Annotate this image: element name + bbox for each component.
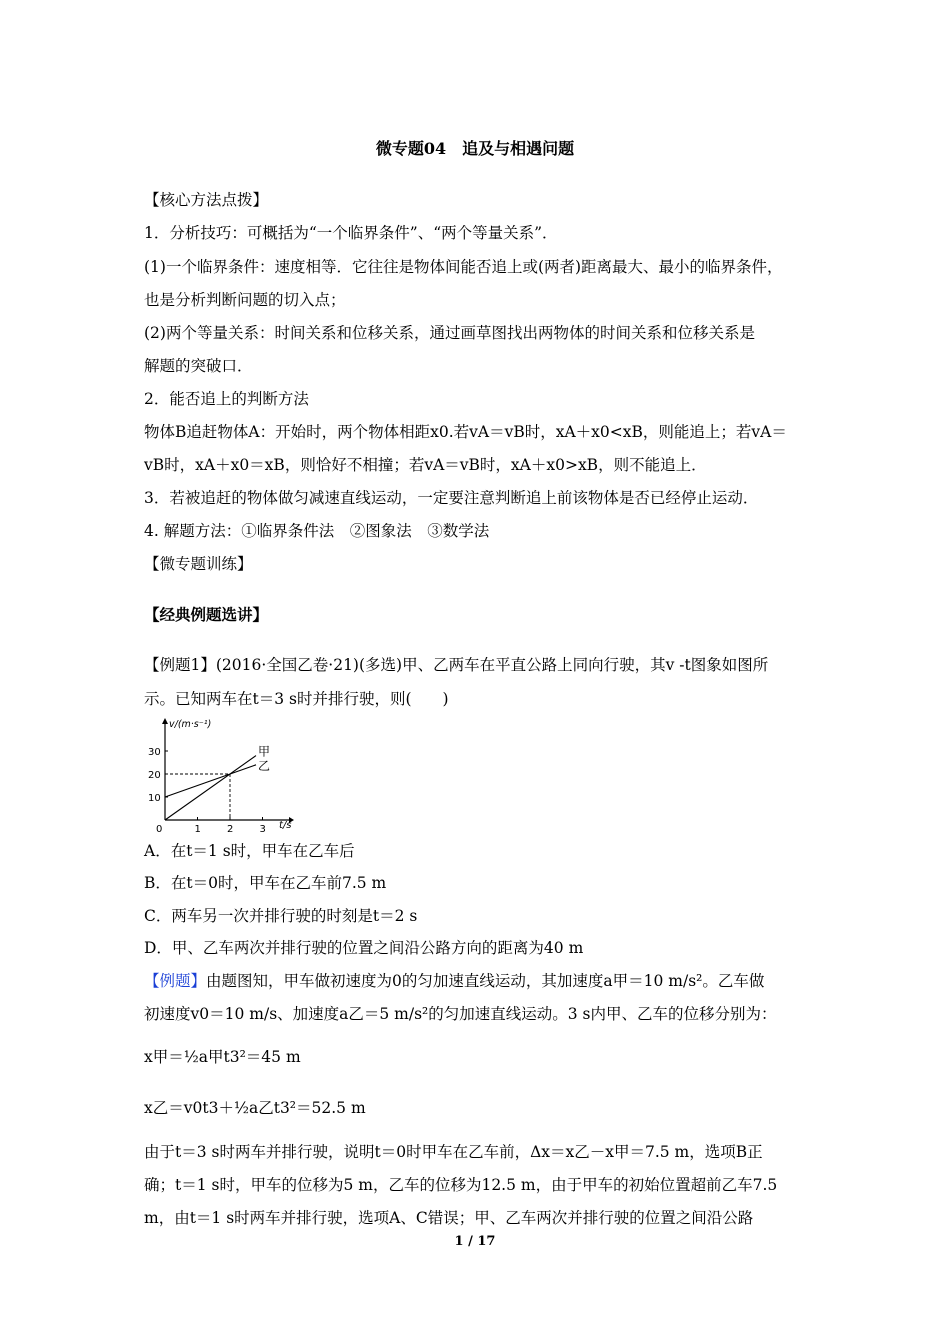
solution-line-1 (144, 970, 809, 992)
paragraph-critical-condition-cont: 也是分析判断问题的切入点； (144, 291, 346, 309)
solution-tag: 【例题】 (144, 972, 207, 990)
paragraph-analysis-tips: 1．分析技巧：可概括为“一个临界条件”、“两个等量关系”． (144, 224, 558, 242)
series-label-jia: 甲 (258, 744, 271, 759)
paragraph-equal-relations-cont: 解题的突破口． (144, 357, 253, 375)
x-tick-label: 1 (194, 824, 201, 832)
y-axis-label: v/(m·s⁻¹) (169, 719, 212, 730)
equation-x-yi: x乙＝v0t3＋½a乙t3²＝52.5 m (144, 1099, 366, 1117)
x-tick-label: 2 (227, 824, 234, 832)
y-tick-label: 10 (148, 793, 161, 804)
y-tick-label: 30 (148, 747, 161, 758)
paragraph-critical-condition: (1)一个临界条件：速度相等．它往往是物体间能否追上或(两者)距离最大、最小的临界条件， (144, 258, 783, 276)
solution-text-1: 由题图知，甲车做初速度为0的匀加速直线运动，其加速度a甲＝10 m/s²。乙车做 (206, 972, 765, 990)
page-footer: 1 / 17 (454, 1234, 496, 1249)
section-heading-core-method: 【核心方法点拨】 (144, 191, 269, 209)
vt-chart (144, 714, 294, 832)
paragraph-judgement-rule: 物体B追赶物体A：开始时，两个物体相距x0.若vA＝vB时，xA＋x0<xB，则能追上；若vA＝ (144, 423, 787, 441)
paragraph-judgement-method: 2．能否追上的判断方法 (144, 390, 309, 408)
solution-line-5: m，由t＝1 s时两车并排行驶，选项A、C错误；甲、乙车两次并排行驶的位置之间沿公路 (144, 1209, 754, 1227)
solution-line-2: 初速度v0＝10 m/s、加速度a乙＝5 m/s²的匀加速直线运动。3 s内甲、乙车的位移分别为： (144, 1005, 777, 1023)
y-tick-label: 20 (148, 770, 161, 781)
paragraph-solution-methods: 4. 解题方法：①临界条件法 ②图象法 ③数学法 (144, 522, 490, 540)
section-heading-examples: 【经典例题选讲】 (144, 605, 269, 624)
option-b: B．在t＝0时，甲车在乙车前7.5 m (144, 874, 387, 892)
example-1-stem-cont: 示。已知两车在t＝3 s时并排行驶，则( ) (144, 690, 449, 708)
series-line-jia (165, 756, 256, 820)
x-tick-label: 0 (156, 824, 163, 832)
equation-x-jia: x甲＝½a甲t3²＝45 m (144, 1048, 301, 1066)
paragraph-judgement-rule-cont: vB时，xA＋x0＝xB，则恰好不相撞；若vA＝vB时，xA＋x0>xB，则不能追上． (144, 456, 707, 474)
paragraph-deceleration-note: 3．若被追赶的物体做匀减速直线运动，一定要注意判断追上前该物体是否已经停止运动． (144, 489, 759, 507)
solution-line-3: 由于t＝3 s时两车并排行驶，说明t＝0时甲车在乙车前，Δx＝x乙－x甲＝7.5 m，选项B正 (144, 1143, 763, 1161)
paragraph-equal-relations: (2)两个等量关系：时间关系和位移关系，通过画草图找出两物体的时间关系和位移关系是 (144, 324, 755, 342)
option-a: A．在t＝1 s时，甲车在乙车后 (144, 842, 355, 860)
solution-line-4: 确；t＝1 s时，甲车的位移为5 m，乙车的位移为12.5 m，由于甲车的初始位置超前乙车7.5 (144, 1176, 778, 1194)
option-d: D．甲、乙车两次并排行驶的位置之间沿公路方向的距离为40 m (144, 939, 584, 957)
section-heading-training: 【微专题训练】 (144, 555, 253, 573)
series-line-yi (165, 765, 256, 797)
page-title: 微专题04 追及与相遇问题 (375, 139, 575, 158)
option-c: C．两车另一次并排行驶的时刻是t＝2 s (144, 907, 418, 925)
example-1-stem: 【例题1】(2016·全国乙卷·21)(多选)甲、乙两车在平直公路上同向行驶，其v -t图象如图所 (144, 656, 769, 674)
x-tick-label: 3 (259, 824, 266, 832)
series-label-yi: 乙 (258, 758, 271, 773)
x-axis-label: t/s (279, 820, 292, 831)
